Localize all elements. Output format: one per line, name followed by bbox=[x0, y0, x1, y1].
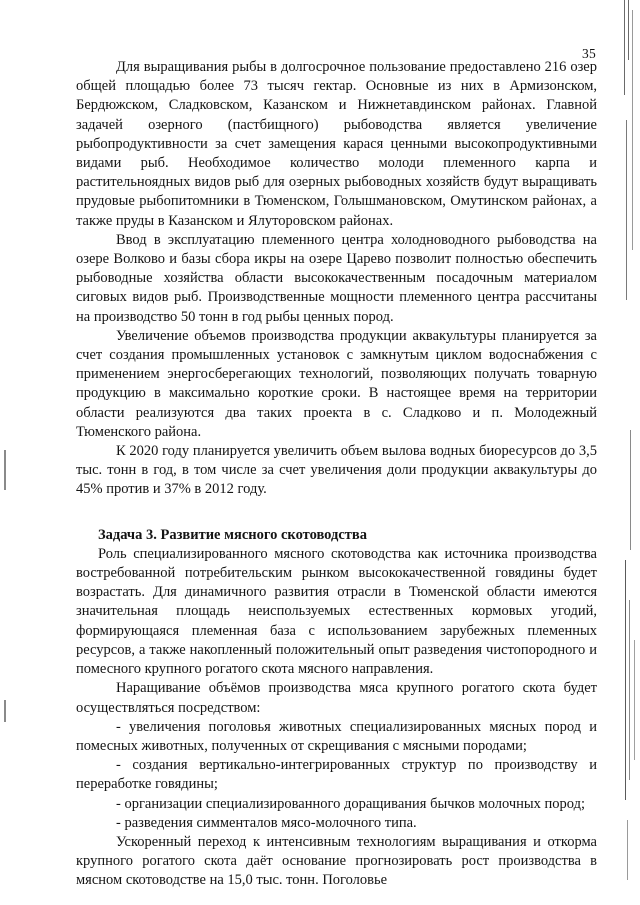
list-item-simmental-breeding: - разведения симменталов мясо-молочного типа. bbox=[116, 814, 417, 831]
scan-margin-mark bbox=[4, 450, 6, 490]
list-item-integrated-structures: - создания вертикально-интегрированных структур по производству и переработке говядины; bbox=[76, 757, 597, 793]
list-item-bull-fattening: - организации специализированного доращивания бычков молочных пород; bbox=[116, 795, 586, 812]
list-item-livestock-increase: - увеличения поголовья животных специализированных мясных пород и помесных животных, полученных от скрещивания с мясными породами; bbox=[76, 718, 597, 754]
paragraph-aquaculture-volume: Увеличение объемов производства продукции аквакультуры планируется за счет создания промышленных установок с замкнутым циклом водоснабжения с применением энергосберегающих технологий, позволяющих получать товарную продукцию в максимально короткие сроки. В настоящее время на территории области реализуются два таких проекта в с. Сладково и п. Молодежный Тюменского района. bbox=[76, 327, 597, 440]
paragraph-beef-role: Роль специализированного мясного скотоводства как источника производства востребованной потребительским рынком высококачественной говядины будет возрастать. Для динамичного развития отрасли в Тюменской области имеются значительная площадь неиспользуемых естественных кормовых угодий, формирующаяся племенная база с использованием зарубежных племенных ресурсов, а также накопленный положительный опыт разведения чистопородного и помесного крупного рогатого скота мясного направления. bbox=[76, 545, 597, 678]
paragraph-intensive-technologies: Ускоренный переход к интенсивным технологиям выращивания и откорма крупного рогатого скота даёт основание прогнозировать рост производства в мясном скотоводстве на 15,0 тыс. тонн. Поголовье bbox=[76, 833, 597, 889]
paragraph-fish-lakes: Для выращивания рыбы в долгосрочное пользование предоставлено 216 озер общей площадью более 73 тысяч гектар. Основные из них в Армизонском, Бердюжском, Сладковском, Казанском и Нижнетавдинском районах. Главной задачей озерного (пастбищного) рыбоводства является увеличение рыбопродуктивности за счет замещения карася ценными высокопродуктивными видами рыб. Необходимое количество молоди племенного карпа и растительноядных видов рыб для озерных рыбоводных хозяйств будут выращивать прудовые рыбопитомники в Тюменском, Голышмановском, Омутинском районах, а также пруды в Казанском и Ялуторовском районах. bbox=[76, 59, 597, 229]
paragraph-beef-growth-intro: Наращивание объёмов производства мяса крупного рогатого скота будет осуществляться посредством: bbox=[76, 680, 597, 716]
section-heading: Задача 3. Развитие мясного скотоводства bbox=[98, 526, 367, 543]
scan-edge-artifact bbox=[622, 0, 640, 905]
document-body bbox=[76, 58, 597, 891]
paragraph-breeding-center: Ввод в эксплуатацию племенного центра холодноводного рыбоводства на озере Волково и базы сбора икры на озере Царево позволит полностью обеспечить рыбоводные хозяйства области высококачественным посадочным материалом сиговых видов рыб. Производственные мощности племенного центра рассчитаны на производство 50 тонн в год рыбы ценных пород. bbox=[76, 231, 597, 325]
scan-margin-mark bbox=[4, 700, 6, 722]
page-number: 35 bbox=[582, 46, 596, 61]
paragraph-2020-forecast: К 2020 году планируется увеличить объем вылова водных биоресурсов до 3,5 тыс. тонн в год, в том числе за счет увеличения доли продукции аквакультуры до 45% против и 37% в 2012 году. bbox=[76, 443, 597, 498]
